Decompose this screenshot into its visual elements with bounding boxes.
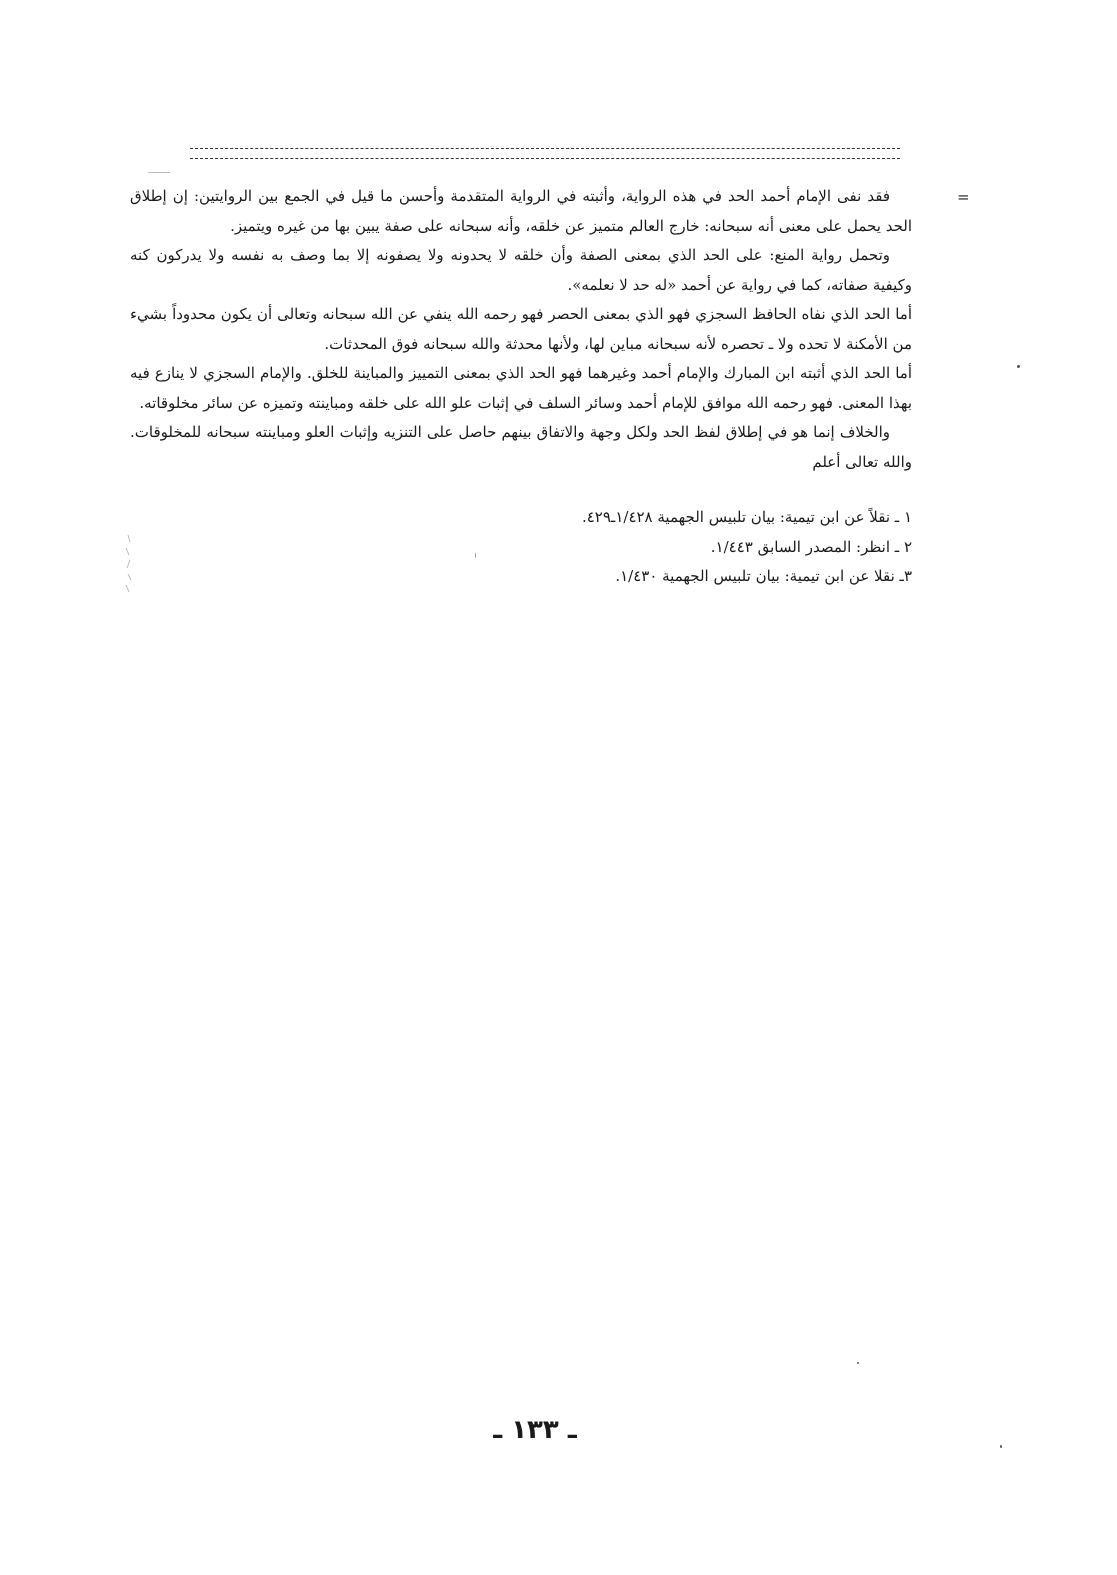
footnote: ٢ ـ انظر: المصدر السابق ١/٤٤٣.: [710, 537, 912, 556]
header-rule-top: [190, 148, 900, 149]
footnote: ٣ـ نقلا عن ابن تيمية: بيان تلبيس الجهمية ١/٤٣٠.: [615, 567, 912, 585]
paragraph: أما الحد الذي أثبته ابن المبارك والإمام أحمد وغيرهما فهو الحد الذي بمعنى التمييز والمباينة للخلق. والإمام السجزي لا ينازع فيه بهذا المعنى. فهو رحمه الله موافق للإمام أحمد وسائر السلف في إثبات علو الله على خلقه ومباينته وتميزه عن سائر مخلوقاته.: [130, 364, 912, 412]
paragraph: أما الحد الذي نفاه الحافظ السجزي فهو الذي بمعنى الحصر فهو رحمه الله ينفي عن الله سبحانه وتعالى أن يكون محدوداً بشيء من الأمكنة لا تحده ولا ـ تحصره لأنه سبحانه مباين لها، ولأنها محدثة والله سبحانه فوق المحدثات.: [130, 305, 912, 353]
paragraph: والخلاف إنما هو في إطلاق لفظ الحد ولكل وجهة والاتفاق بينهم حاصل على التنزيه وإثبات العلو ومباينته سبحانه للمخلوقات. والله تعالى أعلم: [130, 423, 912, 471]
page-number: ـ ١٣٣ ـ: [493, 1415, 577, 1445]
scan-speck: [1017, 365, 1020, 368]
continuation-mark: =: [957, 188, 970, 206]
scan-speck: [1000, 1445, 1002, 1448]
scan-speck: [148, 172, 170, 173]
scan-speck: [857, 1362, 859, 1364]
body-text: [130, 182, 912, 477]
paragraph: وتحمل رواية المنع: على الحد الذي بمعنى الصفة وأن خلقه لا يحدونه ولا يصفونه إلا بما وصف به نفسه ولا يدركون كنه وكيفية صفاته، كما في رواية عن أحمد «له حد لا نعلمه».: [130, 246, 912, 294]
scan-speck: [475, 553, 476, 558]
scan-noise: [118, 530, 138, 600]
header-rule-bottom: [190, 158, 900, 159]
footnotes: [300, 503, 912, 592]
footnote: ١ ـ نقلاً عن ابن تيمية: بيان تلبيس الجهمية ١/٤٢٨ـ٤٢٩.: [581, 508, 912, 526]
paragraph: فقد نفى الإمام أحمد الحد في هذه الرواية، وأثبته في الرواية المتقدمة وأحسن ما قيل في الجمع بين الروايتين: إن إطلاق الحد يحمل على معنى أنه سبحانه: خارج العالم متميز عن خلقه، وأنه سبحانه على صفة يبين بها من غيره ويتميز.: [130, 187, 912, 235]
